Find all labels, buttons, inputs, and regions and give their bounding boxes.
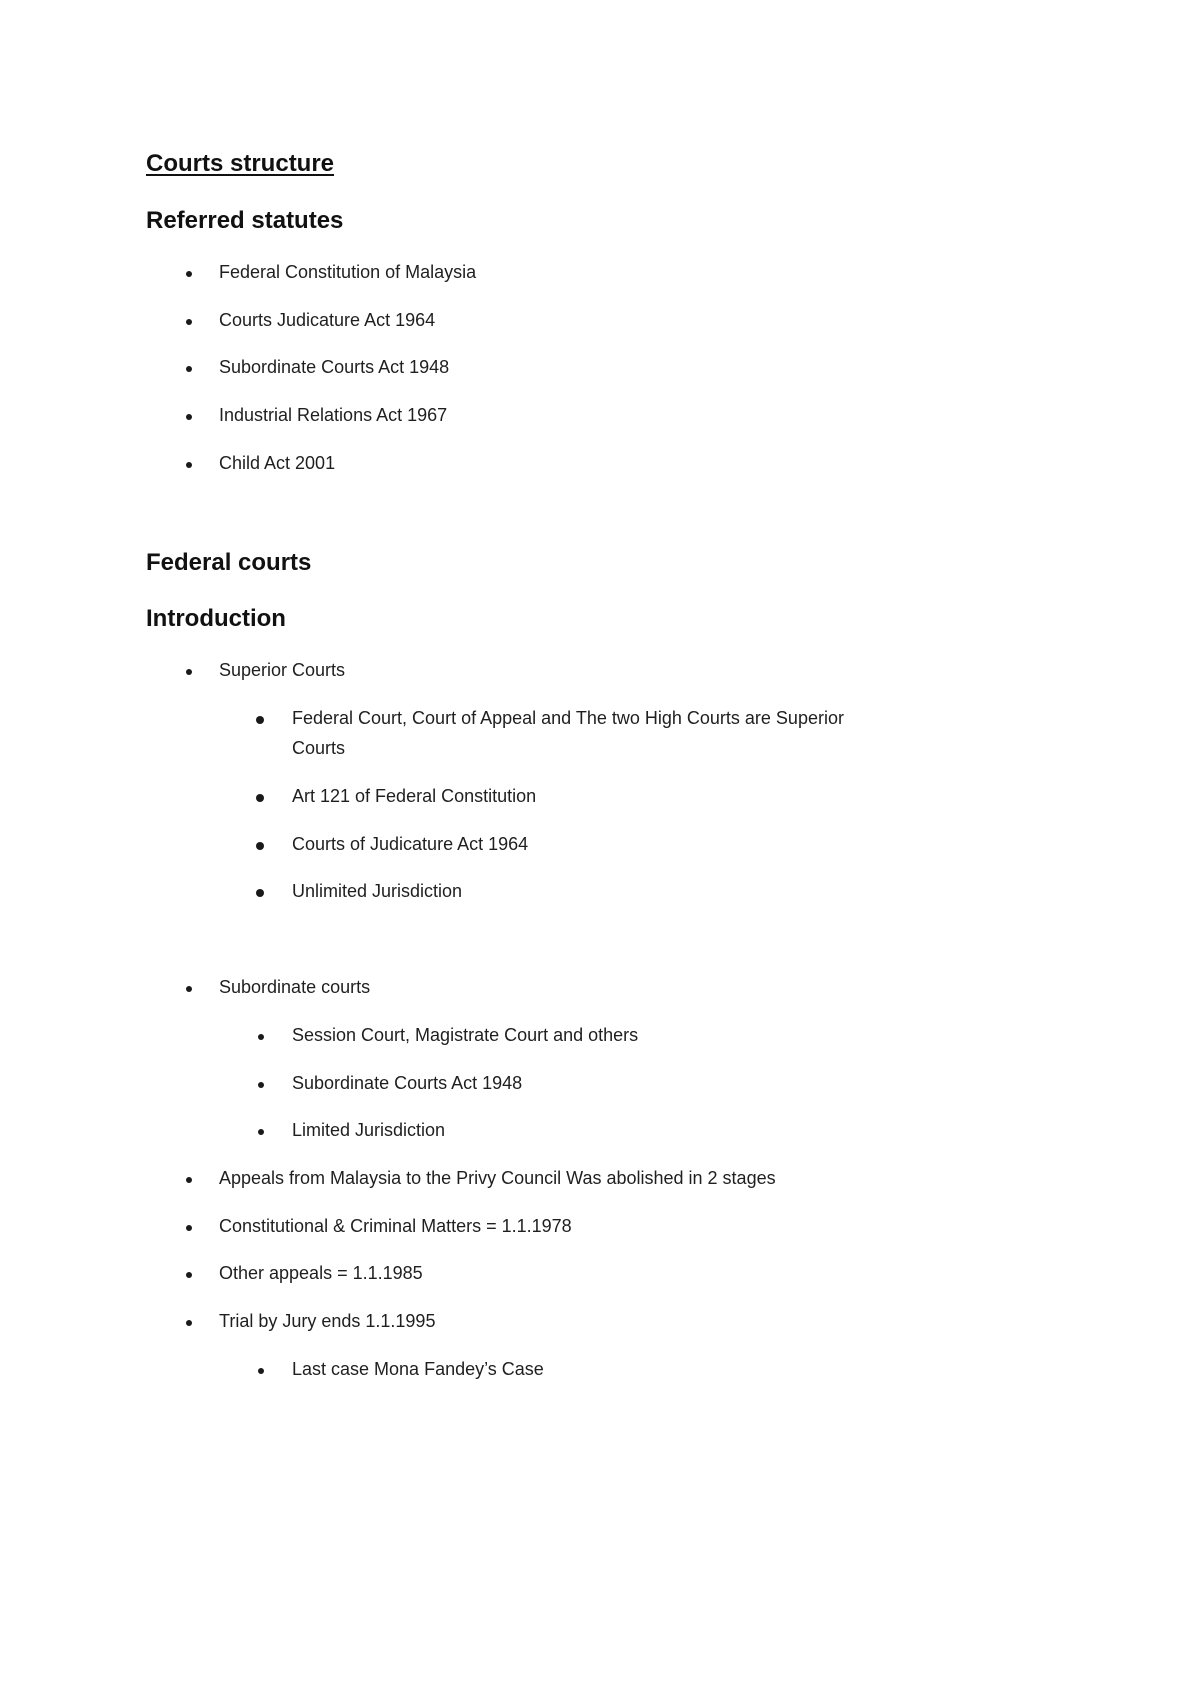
statute-item: Subordinate Courts Act 1948	[219, 357, 450, 377]
document-title: Courts structure	[146, 150, 335, 177]
appeals-item: Constitutional & Criminal Matters = 1.1.1978	[219, 1216, 572, 1236]
bullet-icon	[186, 414, 192, 420]
federal-courts-heading: Federal courts	[146, 549, 312, 576]
introduction-heading: Introduction	[146, 605, 286, 632]
bullet-icon	[186, 669, 192, 675]
bullet-icon	[186, 462, 192, 468]
superior-sub-item: Federal Court, Court of Appeal and The two High Courts are Superior	[292, 708, 844, 728]
bullet-icon	[186, 1272, 192, 1278]
superior-sub-item: Courts of Judicature Act 1964	[292, 834, 529, 854]
bullet-icon	[258, 1082, 264, 1088]
bullet-icon	[258, 1368, 264, 1374]
statute-item: Federal Constitution of Malaysia	[219, 262, 477, 282]
bullet-icon	[186, 366, 192, 372]
bullet-icon	[258, 1034, 264, 1040]
superior-sub-item: Unlimited Jurisdiction	[292, 881, 463, 901]
superior-courts-label: Superior Courts	[219, 660, 346, 680]
appeals-item: Trial by Jury ends 1.1.1995	[219, 1311, 436, 1331]
bullet-icon	[186, 1225, 192, 1231]
appeals-item: Appeals from Malaysia to the Privy Council Was abolished in 2 stages	[219, 1168, 776, 1188]
bullet-icon	[256, 889, 264, 897]
referred-statutes-heading: Referred statutes	[146, 207, 344, 234]
bullet-icon	[186, 319, 192, 325]
jury-sub-item: Last case Mona Fandey’s Case	[292, 1359, 544, 1379]
bullet-icon	[186, 1177, 192, 1183]
appeals-item: Other appeals = 1.1.1985	[219, 1263, 423, 1283]
statute-item: Courts Judicature Act 1964	[219, 310, 436, 330]
bullet-icon	[258, 1129, 264, 1135]
subordinate-sub-item: Session Court, Magistrate Court and others	[292, 1025, 639, 1045]
superior-sub-item-continuation: Courts	[292, 738, 346, 758]
bullet-icon	[256, 842, 264, 850]
subordinate-courts-label: Subordinate courts	[219, 977, 371, 997]
bullet-icon	[186, 271, 192, 277]
bullet-icon	[186, 986, 192, 992]
bullet-icon	[186, 1320, 192, 1326]
bullet-icon	[256, 794, 264, 802]
subordinate-sub-item: Subordinate Courts Act 1948	[292, 1073, 523, 1093]
statute-item: Child Act 2001	[219, 453, 336, 473]
bullet-icon	[256, 716, 264, 724]
subordinate-sub-item: Limited Jurisdiction	[292, 1120, 446, 1140]
superior-sub-item: Art 121 of Federal Constitution	[292, 786, 537, 806]
statute-item: Industrial Relations Act 1967	[219, 405, 448, 425]
